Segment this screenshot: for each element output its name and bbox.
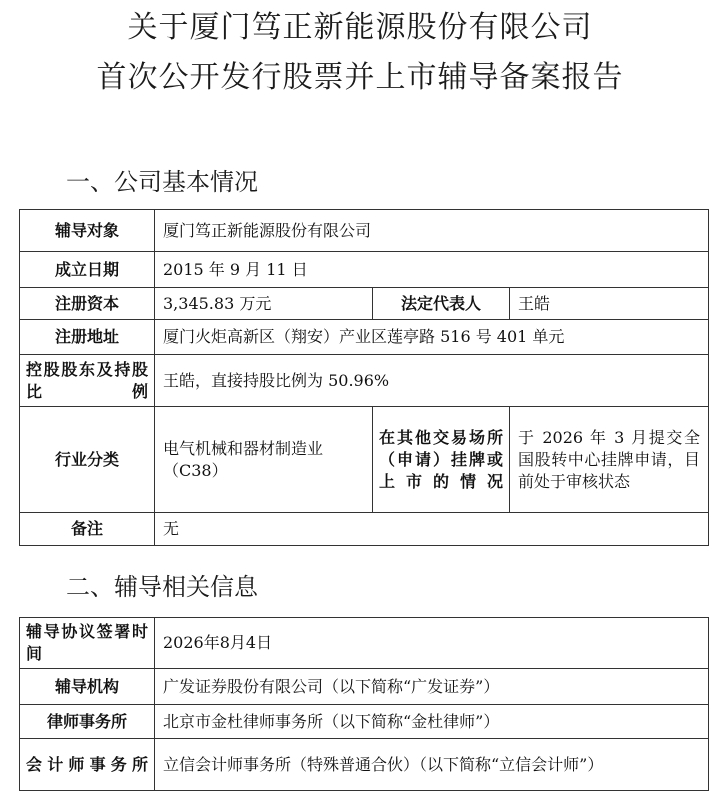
legal-rep-value: 王皓 [510, 288, 709, 320]
table-row [20, 320, 709, 355]
industry-label: 行业分类 [20, 407, 155, 513]
other-listing-label: 在其他交易场所（申请）挂牌或上市的情况 [373, 407, 510, 513]
remark-label: 备注 [20, 513, 155, 546]
law-firm-value: 北京市金杜律师事务所（以下简称“金杜律师”） [155, 705, 709, 739]
company-info-table [19, 209, 709, 546]
remark-value: 无 [155, 513, 709, 546]
table-row [20, 669, 709, 705]
table-row [20, 513, 709, 546]
capital-value: 3,345.83 万元 [155, 288, 373, 320]
capital-label: 注册资本 [20, 288, 155, 320]
table-row [20, 288, 709, 320]
table-row [20, 739, 709, 791]
agreement-date-label: 辅导协议签署时间 [20, 618, 155, 669]
agreement-date-value: 2026年8月4日 [155, 618, 709, 669]
section2-heading: 二、辅导相关信息 [66, 573, 258, 601]
founded-value: 2015 年 9 月 11 日 [155, 252, 709, 288]
document-title-line2: 首次公开发行股票并上市辅导备案报告 [96, 60, 624, 95]
table-row [20, 705, 709, 739]
founded-label: 成立日期 [20, 252, 155, 288]
table-row [20, 618, 709, 669]
target-label: 辅导对象 [20, 210, 155, 252]
other-listing-value: 于 2026 年 3 月提交全国股转中心挂牌申请，目前处于审核状态 [510, 407, 709, 513]
accounting-firm-label: 会计师事务所 [20, 739, 155, 791]
tutoring-info-table [19, 617, 709, 791]
table-row [20, 355, 709, 407]
table-row [20, 252, 709, 288]
industry-value: 电气机械和器材制造业（C38） [155, 407, 373, 513]
target-value: 厦门笃正新能源股份有限公司 [155, 210, 709, 252]
controlling-holder-value: 王皓，直接持股比例为 50.96% [155, 355, 709, 407]
table-row [20, 210, 709, 252]
document-title-line1: 关于厦门笃正新能源股份有限公司 [127, 10, 593, 45]
legal-rep-label: 法定代表人 [373, 288, 510, 320]
section1-heading: 一、公司基本情况 [66, 168, 258, 196]
agency-label: 辅导机构 [20, 669, 155, 705]
table-row [20, 407, 709, 513]
controlling-holder-label: 控股股东及持股比例 [20, 355, 155, 407]
accounting-firm-value: 立信会计师事务所（特殊普通合伙）（以下简称“立信会计师”） [155, 739, 709, 791]
agency-value: 广发证券股份有限公司（以下简称“广发证券”） [155, 669, 709, 705]
address-value: 厦门火炬高新区（翔安）产业区莲亭路 516 号 401 单元 [155, 320, 709, 355]
law-firm-label: 律师事务所 [20, 705, 155, 739]
address-label: 注册地址 [20, 320, 155, 355]
